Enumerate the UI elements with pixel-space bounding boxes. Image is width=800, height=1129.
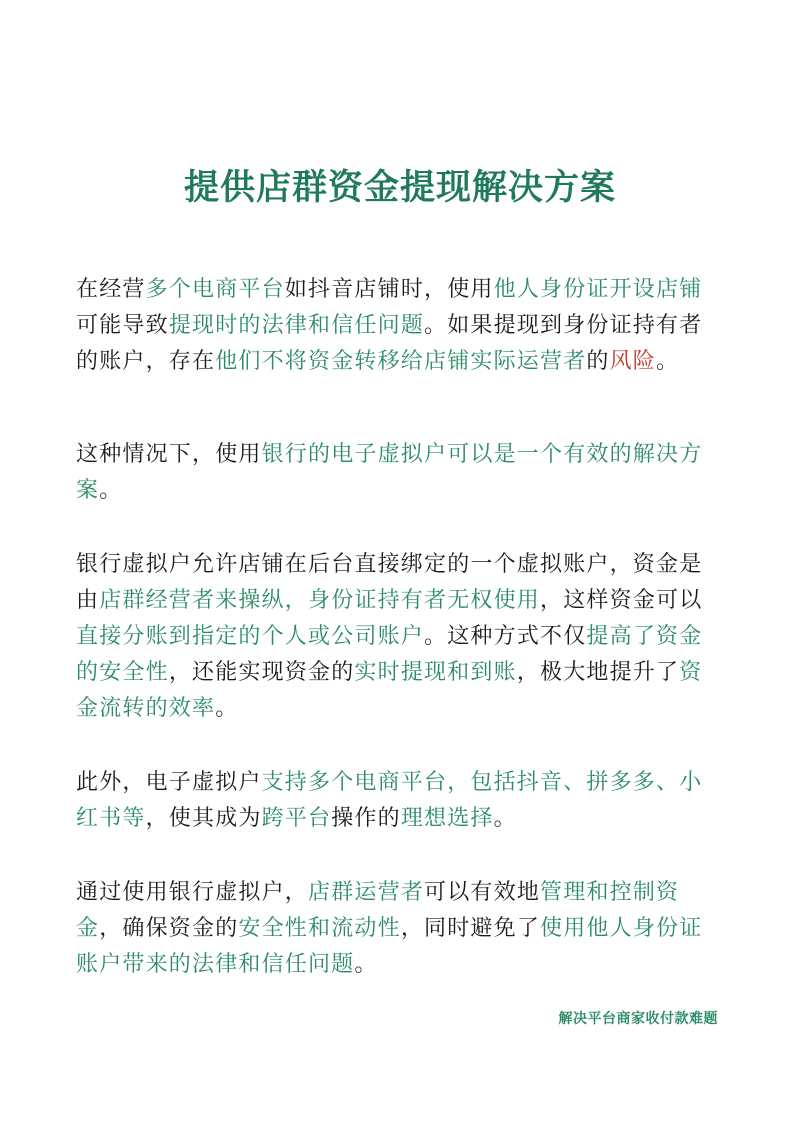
highlight-green-segment: 店群经营者来操纵，身份证持有者无权使用 [99,588,541,613]
highlight-red-segment: 风险 [609,349,657,374]
article-body [76,272,716,983]
text-segment: 银行虚拟户允许店铺在后台直接绑定的一个虚拟账户，资金是由 [76,552,703,613]
highlight-green-segment: 跨平台 [261,806,332,831]
text-segment: ，极大地提升了 [516,660,680,685]
highlight-green-segment: 资金流转的效率 [76,660,703,721]
text-segment: 操作的 [331,806,401,831]
highlight-green-segment: 实时提现和到账 [354,660,517,685]
text-segment: 可以有效地 [424,880,541,905]
text-segment: 。 [215,696,239,721]
highlight-green-segment: 管理和控制资金 [76,880,680,941]
highlight-green-segment: 使用他人身份证账户带来的法律和信任问题 [76,916,703,977]
text-segment: 。 [99,478,123,503]
text-segment: ，还能实现资金的 [168,660,355,685]
page-title: 提供店群资金提现解决方案 [183,168,616,208]
text-segment: 可能导致 [76,313,169,338]
text-segment: 。这种方式不仅 [424,624,587,649]
highlight-green-segment: 银行的电子虚拟户可以是一个有效的解决方案 [76,442,703,503]
text-segment: 如抖音店铺时，使用 [284,277,494,302]
highlight-green-segment: 他人身份证开设店铺 [493,277,703,302]
highlight-green-segment: 提现时的法律和信任问题 [168,313,425,338]
highlight-green-segment: 直接分账到指定的个人或公司账户 [76,624,425,649]
text-segment: ，同时避免了 [400,916,541,941]
text-segment: ，确保资金的 [99,916,239,941]
paragraph-1 [76,272,716,380]
highlight-green-segment: 他们不将资金转移给店铺实际运营者 [215,349,587,374]
highlight-green-segment: 安全性和流动性 [238,916,401,941]
paragraph-5 [76,875,716,983]
text-segment: 这种情况下，使用 [76,442,262,467]
text-segment: 在经营 [76,277,146,302]
highlight-green-segment: 支持多个电商平台，包括抖音、拼多多、小红书等 [76,770,703,831]
text-segment: 。 [656,349,680,374]
text-segment: 。如果提现到身份证持有者的账户，存在 [76,313,703,374]
highlight-green-segment: 理想选择 [400,806,494,831]
paragraph-2 [76,437,716,509]
text-segment: ，这样资金可以 [540,588,703,613]
highlight-green-segment: 多个电商平台 [145,277,285,302]
text-segment: 的 [586,349,610,374]
footer-tagline: 解决平台商家收付款难题 [558,1011,718,1027]
text-segment: 此外，电子虚拟户 [76,770,262,795]
text-segment: 。 [354,952,378,977]
text-segment: 。 [493,806,517,831]
paragraph-4 [76,765,716,837]
highlight-green-segment: 提高了资金的安全性 [76,624,703,685]
text-segment: ，使其成为 [145,806,262,831]
text-segment: 通过使用银行虚拟户， [76,880,309,905]
highlight-green-segment: 店群运营者 [308,880,425,905]
paragraph-3 [76,547,716,727]
